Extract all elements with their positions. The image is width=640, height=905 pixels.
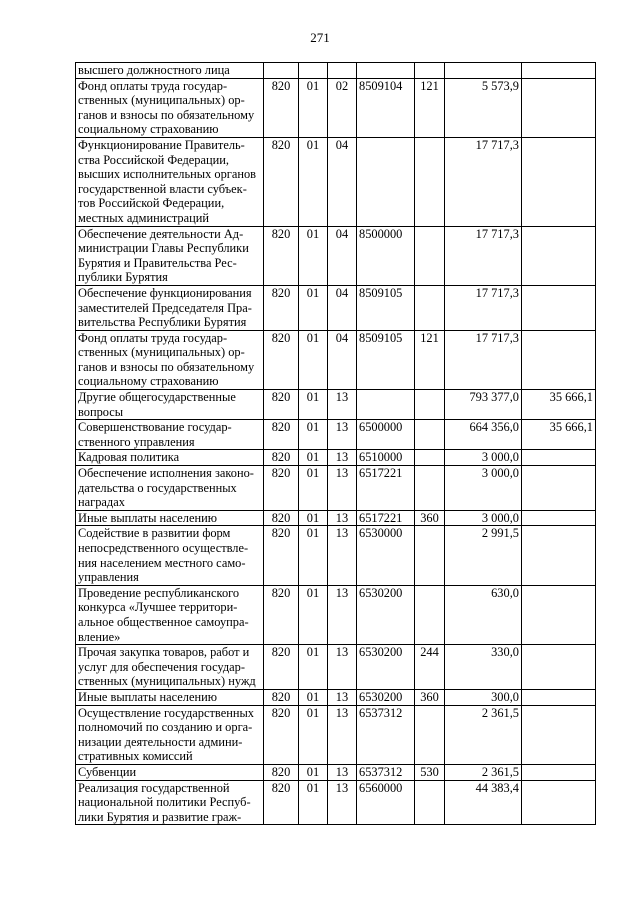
item-name-cell — [76, 466, 264, 511]
sum2-cell — [522, 450, 596, 466]
table-row — [76, 689, 596, 705]
sum2-cell — [522, 226, 596, 285]
budget-table — [75, 62, 596, 825]
vr-cell: 360 — [415, 689, 445, 705]
budget-table-body — [76, 63, 596, 825]
sum-cell — [445, 63, 522, 79]
rz-cell: 01 — [299, 780, 328, 825]
pr-cell: 13 — [328, 764, 357, 780]
pr-cell: 02 — [328, 78, 357, 137]
item-name-line: Совершенствование государ- — [78, 420, 232, 435]
sum2-cell — [522, 645, 596, 690]
table-row — [76, 137, 596, 226]
sum-cell: 3 000,0 — [445, 510, 522, 526]
item-name-line: ганов и взносы по обязательному — [78, 359, 255, 374]
table-row — [76, 330, 596, 389]
ved-cell: 820 — [264, 226, 299, 285]
item-name-line: ганов и взносы по обязательному — [78, 107, 255, 122]
item-name-line: Бурятия и Правительства Рес- — [78, 255, 237, 270]
item-name-cell — [76, 285, 264, 330]
item-name-line: Иные выплаты населению — [78, 689, 217, 704]
item-name-cell — [76, 510, 264, 526]
ved-cell: 820 — [264, 450, 299, 466]
item-name-cell — [76, 420, 264, 450]
vr-cell — [415, 420, 445, 450]
item-name-line: местных администраций — [78, 210, 210, 225]
item-name-cell — [76, 780, 264, 825]
csr-cell: 6537312 — [357, 705, 415, 764]
table-row — [76, 526, 596, 585]
sum-cell: 17 717,3 — [445, 226, 522, 285]
sum-cell: 2 361,5 — [445, 705, 522, 764]
table-row — [76, 420, 596, 450]
rz-cell — [299, 63, 328, 79]
table-row — [76, 510, 596, 526]
item-name-line: управления — [78, 570, 139, 585]
item-name-line: национальной политики Респуб- — [78, 795, 251, 810]
item-name-line: Фонд оплаты труда государ- — [78, 330, 228, 345]
pr-cell: 13 — [328, 585, 357, 644]
vr-cell — [415, 63, 445, 79]
sum2-cell — [522, 63, 596, 79]
csr-cell: 6530000 — [357, 526, 415, 585]
item-name-cell — [76, 63, 264, 79]
rz-cell: 01 — [299, 285, 328, 330]
table-row — [76, 63, 596, 79]
sum-cell: 793 377,0 — [445, 390, 522, 420]
sum-cell: 17 717,3 — [445, 330, 522, 389]
csr-cell: 6530200 — [357, 689, 415, 705]
item-name-line: вительства Республики Бурятия — [78, 315, 247, 330]
item-name-line: Другие общегосударственные — [78, 390, 236, 405]
vr-cell — [415, 226, 445, 285]
item-name-line: лики Бурятия и развитие граж- — [78, 809, 242, 824]
rz-cell: 01 — [299, 689, 328, 705]
ved-cell: 820 — [264, 645, 299, 690]
sum-cell: 2 361,5 — [445, 764, 522, 780]
vr-cell — [415, 705, 445, 764]
ved-cell: 820 — [264, 526, 299, 585]
rz-cell: 01 — [299, 585, 328, 644]
item-name-line: ния населением местного само- — [78, 555, 246, 570]
table-row — [76, 466, 596, 511]
item-name-line: полномочий по созданию и орга- — [78, 720, 253, 735]
item-name-cell — [76, 330, 264, 389]
vr-cell — [415, 466, 445, 511]
sum-cell: 664 356,0 — [445, 420, 522, 450]
table-row — [76, 645, 596, 690]
ved-cell: 820 — [264, 78, 299, 137]
sum2-cell — [522, 526, 596, 585]
item-name-line: Обеспечение исполнения законо- — [78, 466, 254, 481]
item-name-line: конкурса «Лучшее территори- — [78, 600, 238, 615]
sum2-cell — [522, 705, 596, 764]
pr-cell: 13 — [328, 705, 357, 764]
item-name-cell — [76, 137, 264, 226]
item-name-line: ственных (муниципальных) ор- — [78, 93, 245, 108]
sum2-cell — [522, 764, 596, 780]
item-name-line: Обеспечение функционирования — [78, 285, 252, 300]
item-name-cell — [76, 689, 264, 705]
sum-cell: 3 000,0 — [445, 466, 522, 511]
rz-cell: 01 — [299, 137, 328, 226]
csr-cell — [357, 137, 415, 226]
pr-cell — [328, 63, 357, 79]
pr-cell: 13 — [328, 450, 357, 466]
item-name-line: Осуществление государственных — [78, 705, 254, 720]
csr-cell: 6510000 — [357, 450, 415, 466]
csr-cell — [357, 390, 415, 420]
item-name-line: заместителей Председателя Пра- — [78, 300, 252, 315]
ved-cell: 820 — [264, 420, 299, 450]
ved-cell: 820 — [264, 390, 299, 420]
csr-cell: 6530200 — [357, 585, 415, 644]
rz-cell: 01 — [299, 330, 328, 389]
sum2-cell — [522, 585, 596, 644]
rz-cell: 01 — [299, 705, 328, 764]
sum-cell: 2 991,5 — [445, 526, 522, 585]
vr-cell: 530 — [415, 764, 445, 780]
rz-cell: 01 — [299, 78, 328, 137]
rz-cell: 01 — [299, 226, 328, 285]
item-name-line: Субвенции — [78, 764, 137, 779]
item-name-line: Иные выплаты населению — [78, 510, 217, 525]
ved-cell: 820 — [264, 466, 299, 511]
item-name-cell — [76, 450, 264, 466]
csr-cell: 6530200 — [357, 645, 415, 690]
rz-cell: 01 — [299, 466, 328, 511]
csr-cell: 8509104 — [357, 78, 415, 137]
vr-cell — [415, 450, 445, 466]
item-name-line: Функционирование Правитель- — [78, 137, 245, 152]
pr-cell: 04 — [328, 330, 357, 389]
vr-cell: 360 — [415, 510, 445, 526]
item-name-line: ства Российской Федерации, — [78, 152, 229, 167]
sum-cell: 5 573,9 — [445, 78, 522, 137]
csr-cell: 6517221 — [357, 510, 415, 526]
sum2-cell — [522, 285, 596, 330]
ved-cell: 820 — [264, 285, 299, 330]
pr-cell: 13 — [328, 645, 357, 690]
item-name-line: высшего должностного лица — [78, 63, 230, 77]
pr-cell: 13 — [328, 466, 357, 511]
csr-cell: 8500000 — [357, 226, 415, 285]
item-name-line: альное общественное самоупра- — [78, 614, 249, 629]
table-row — [76, 285, 596, 330]
ved-cell: 820 — [264, 780, 299, 825]
csr-cell: 8509105 — [357, 330, 415, 389]
item-name-line: непосредственного осуществле- — [78, 541, 249, 555]
sum-cell: 300,0 — [445, 689, 522, 705]
ved-cell: 820 — [264, 585, 299, 644]
sum2-cell: 35 666,1 — [522, 390, 596, 420]
item-name-cell — [76, 764, 264, 780]
table-row — [76, 764, 596, 780]
csr-cell — [357, 63, 415, 79]
item-name-line: публики Бурятия — [78, 270, 168, 285]
sum2-cell — [522, 689, 596, 705]
item-name-cell — [76, 78, 264, 137]
sum-cell: 44 383,4 — [445, 780, 522, 825]
rz-cell: 01 — [299, 390, 328, 420]
sum-cell: 630,0 — [445, 585, 522, 644]
vr-cell — [415, 137, 445, 226]
item-name-line: вление» — [78, 629, 121, 644]
item-name-line: государственной власти субъек- — [78, 181, 247, 196]
item-name-line: Содействие в развитии форм — [78, 526, 231, 541]
pr-cell: 13 — [328, 510, 357, 526]
rz-cell: 01 — [299, 510, 328, 526]
pr-cell: 04 — [328, 226, 357, 285]
item-name-line: ственных (муниципальных) нужд — [78, 674, 256, 689]
csr-cell: 6560000 — [357, 780, 415, 825]
item-name-line: наградах — [78, 495, 125, 510]
item-name-line: Фонд оплаты труда государ- — [78, 78, 228, 93]
vr-cell — [415, 585, 445, 644]
item-name-line: социальному страхованию — [78, 122, 219, 137]
ved-cell — [264, 63, 299, 79]
table-row — [76, 390, 596, 420]
item-name-line: социальному страхованию — [78, 374, 219, 389]
sum-cell: 3 000,0 — [445, 450, 522, 466]
vr-cell — [415, 780, 445, 825]
pr-cell: 13 — [328, 526, 357, 585]
vr-cell: 121 — [415, 330, 445, 389]
vr-cell — [415, 390, 445, 420]
pr-cell: 04 — [328, 285, 357, 330]
pr-cell: 13 — [328, 689, 357, 705]
pr-cell: 13 — [328, 780, 357, 825]
table-row — [76, 226, 596, 285]
ved-cell: 820 — [264, 764, 299, 780]
item-name-line: ственных (муниципальных) ор- — [78, 345, 245, 360]
sum2-cell — [522, 330, 596, 389]
sum2-cell — [522, 510, 596, 526]
csr-cell: 6537312 — [357, 764, 415, 780]
item-name-line: ственного управления — [78, 434, 195, 449]
table-row — [76, 705, 596, 764]
sum-cell: 17 717,3 — [445, 137, 522, 226]
item-name-cell — [76, 645, 264, 690]
vr-cell — [415, 526, 445, 585]
sum2-cell — [522, 466, 596, 511]
item-name-line: стративных комиссий — [78, 749, 193, 764]
item-name-line: Проведение республиканского — [78, 585, 240, 600]
table-row — [76, 780, 596, 825]
item-name-cell — [76, 226, 264, 285]
table-row — [76, 585, 596, 644]
sum2-cell — [522, 137, 596, 226]
rz-cell: 01 — [299, 420, 328, 450]
pr-cell: 13 — [328, 390, 357, 420]
sum-cell: 17 717,3 — [445, 285, 522, 330]
rz-cell: 01 — [299, 450, 328, 466]
item-name-line: тов Российской Федерации, — [78, 196, 225, 211]
item-name-line: Обеспечение деятельности Ад- — [78, 226, 244, 241]
item-name-line: высших исполнительных органов — [78, 167, 257, 182]
rz-cell: 01 — [299, 526, 328, 585]
item-name-line: услуг для обеспечения государ- — [78, 659, 245, 674]
csr-cell: 6517221 — [357, 466, 415, 511]
sum2-cell — [522, 78, 596, 137]
sum-cell: 330,0 — [445, 645, 522, 690]
table-row — [76, 78, 596, 137]
item-name-line: Кадровая политика — [78, 450, 180, 465]
item-name-line: Реализация государственной — [78, 780, 230, 795]
vr-cell: 121 — [415, 78, 445, 137]
item-name-cell — [76, 705, 264, 764]
sum2-cell — [522, 780, 596, 825]
page-number: 271 — [310, 30, 330, 45]
item-name-cell — [76, 390, 264, 420]
rz-cell: 01 — [299, 645, 328, 690]
ved-cell: 820 — [264, 330, 299, 389]
item-name-line: Прочая закупка товаров, работ и — [78, 645, 250, 660]
ved-cell: 820 — [264, 689, 299, 705]
ved-cell: 820 — [264, 510, 299, 526]
item-name-cell — [76, 585, 264, 644]
rz-cell: 01 — [299, 764, 328, 780]
table-row — [76, 450, 596, 466]
csr-cell: 6500000 — [357, 420, 415, 450]
item-name-line: вопросы — [78, 404, 124, 419]
pr-cell: 04 — [328, 137, 357, 226]
item-name-line: дательства о государственных — [78, 480, 237, 495]
ved-cell: 820 — [264, 137, 299, 226]
sum2-cell: 35 666,1 — [522, 420, 596, 450]
vr-cell: 244 — [415, 645, 445, 690]
vr-cell — [415, 285, 445, 330]
csr-cell: 8509105 — [357, 285, 415, 330]
item-name-line: низации деятельности админи- — [78, 734, 243, 749]
item-name-cell — [76, 526, 264, 585]
ved-cell: 820 — [264, 705, 299, 764]
item-name-line: министрации Главы Республики — [78, 241, 249, 256]
pr-cell: 13 — [328, 420, 357, 450]
